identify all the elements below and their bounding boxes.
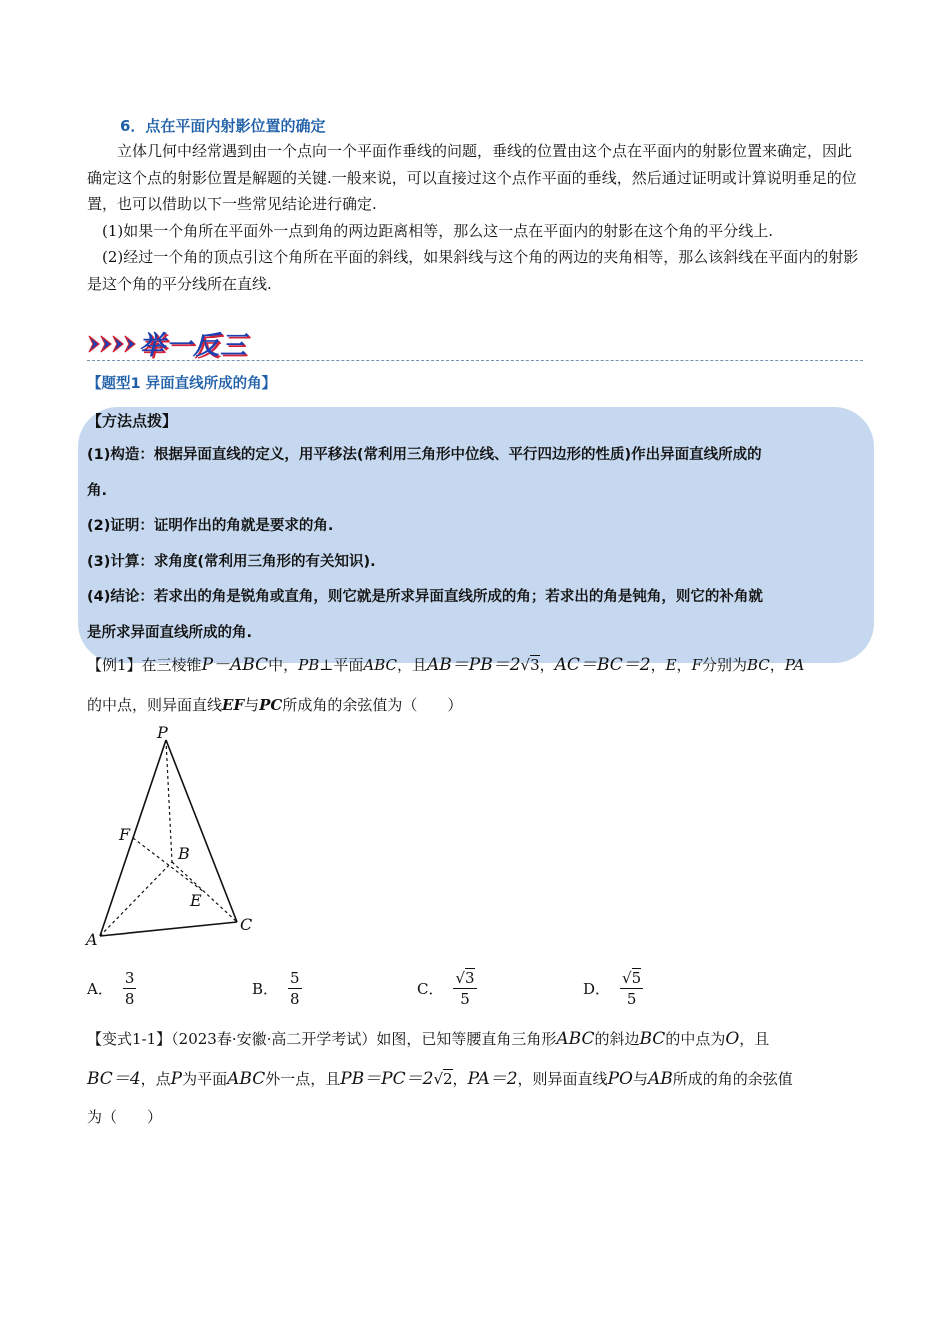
label-f: F — [119, 825, 131, 844]
section-banner — [87, 322, 257, 362]
divider — [87, 360, 863, 361]
section-title: 6．点在平面内射影位置的确定 — [120, 117, 326, 135]
arrows-icon — [87, 322, 143, 362]
example-1-line-1: 【例1】在三棱锥P－ABC中，PB⊥平面ABC，且AB＝PB＝2√3，AC＝BC＝2，E，F分别为BC，PA — [87, 655, 805, 675]
option-d[interactable]: D． $\frac{√5}{5}$ — [583, 969, 642, 1008]
option-c[interactable]: C． $\frac{√3}{5}$ — [417, 969, 475, 1008]
options — [0, 968, 950, 1018]
fraction: $\frac{√5}{5}$ — [622, 969, 642, 1008]
method-line: 角. — [87, 482, 108, 499]
example-tag: 【例1】 — [87, 656, 142, 674]
variant-line-1: 【变式1-1】（2023春·安徽·高二开学考试）如图，已知等腰直角三角形ABC的斜边BC的中点为O，且 — [87, 1029, 770, 1049]
label-b: B — [178, 844, 190, 863]
section-body — [87, 138, 865, 297]
method-line: (1)构造：根据异面直线的定义，用平移法(常利用三角形中位线、平行四边形的性质)作出异面直线所成的 — [87, 447, 762, 463]
example-1-line-2: 的中点，则异面直线EF与PC所成角的余弦值为（ ） — [87, 696, 463, 714]
edge-bc — [172, 862, 237, 922]
variant-tag: 【变式1-1】 — [87, 1030, 172, 1048]
label-e: E — [190, 891, 202, 910]
sqrt-symbol: √ — [433, 1070, 443, 1088]
conclusion-1: (1)如果一个角所在平面外一点到角的两边距离相等，那么这一点在平面内的射影在这个角的平分线上. — [102, 221, 774, 240]
method-label: 【方法点拨】 — [87, 412, 178, 430]
method-line: (2)证明：证明作出的角就是要求的角. — [87, 518, 334, 534]
variant-line-2: BC＝4，点P为平面ABC外一点，且PB＝PC＝2√2，PA＝2，则异面直线PO与AB所成的角的余弦值 — [87, 1069, 793, 1089]
fraction: $\frac{3}{8}$ — [124, 969, 135, 1008]
edge-pb — [166, 740, 172, 862]
fraction: $\frac{5}{8}$ — [290, 969, 300, 1008]
label-a: A — [86, 930, 98, 949]
method-text — [87, 438, 867, 651]
edge-ac — [100, 922, 237, 936]
fraction: $\frac{√3}{5}$ — [455, 969, 475, 1008]
sqrt-symbol: √ — [520, 656, 531, 674]
label-p: P — [157, 723, 168, 742]
label-c: C — [240, 915, 253, 934]
method-line: (3)计算：求角度(常利用三角形的有关知识). — [87, 553, 376, 570]
option-a[interactable]: A． $\frac{3}{8}$ — [87, 969, 135, 1008]
segment-ef — [133, 838, 204, 892]
conclusion-2: (2)经过一个角的顶点引这个角所在平面的斜线，如果斜线与这个角的两边的夹角相等，那么该斜线在平面内的射影是这个角的平分线所在直线. — [87, 248, 859, 293]
paragraph: 立体几何中经常遇到由一个点向一个平面作垂线的问题，垂线的位置由这个点在平面内的射影位置来确定，因此确定这个点的射影位置是解题的关键.一般来说，可以直接过这个点作平面的垂线，然后通过证明或计算说明垂足的位置，也可以借助以下一些常见结论进行确定. — [87, 142, 857, 213]
type-title: 【题型1 异面直线所成的角】 — [87, 376, 277, 392]
edge-ab — [100, 862, 172, 936]
option-b[interactable]: B． $\frac{5}{8}$ — [252, 969, 300, 1008]
banner-text: 举一反三 — [139, 331, 248, 361]
method-line: (4)结论：若求出的角是锐角或直角，则它就是所求异面直线所成的角；若求出的角是钝角，则它的补角就 — [87, 589, 763, 605]
pyramid-figure — [80, 722, 280, 952]
variant-line-3: 为（ ） — [87, 1108, 163, 1126]
method-line: 是所求异面直线所成的角. — [87, 624, 253, 641]
